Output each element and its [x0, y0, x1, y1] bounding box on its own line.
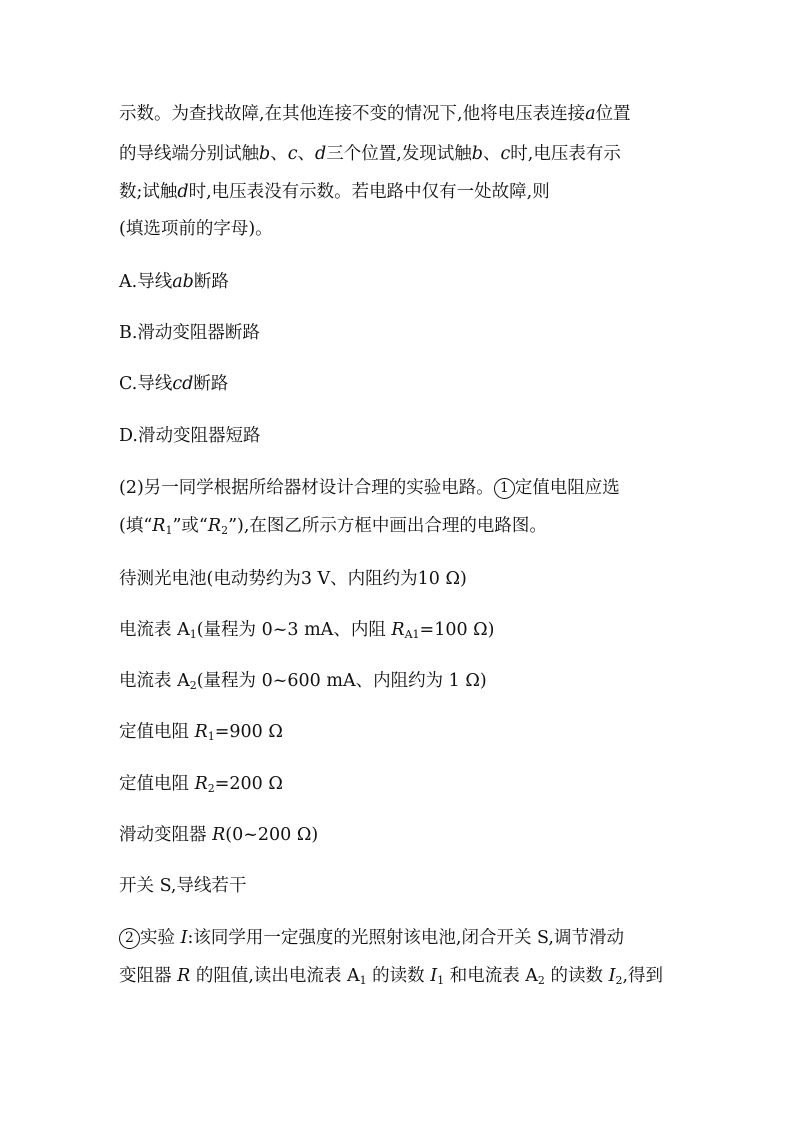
option-a: [119, 270, 229, 294]
subscript: 2: [221, 524, 229, 537]
text: 电流表 A: [119, 671, 190, 691]
subscript: 2: [615, 974, 623, 987]
subscript: 1: [165, 524, 173, 537]
variable: c: [287, 144, 298, 164]
variable: R: [391, 620, 405, 640]
subscript: A1: [404, 628, 420, 641]
option-c: [119, 372, 228, 396]
variable: R: [152, 516, 166, 536]
text: =100 Ω): [419, 620, 495, 640]
text: 滑动变阻器: [119, 825, 213, 845]
intro-line-3: [119, 180, 550, 204]
text: (2)另一同学根据所给器材设计合理的实验电路。: [119, 478, 494, 498]
text: 数;试触: [119, 182, 178, 202]
text: 的阻值,读出电流表 A: [190, 966, 360, 986]
circled-number: 1: [494, 478, 515, 499]
text: 位置: [595, 104, 631, 124]
subscript: 2: [189, 679, 197, 692]
variable: ab: [172, 272, 194, 292]
subscript: 2: [207, 782, 215, 795]
text: =200 Ω: [214, 774, 283, 794]
text: 、: [297, 144, 316, 164]
text: 的导线端分别试触: [119, 144, 259, 164]
equipment-switch: 开关 S,导线若干: [119, 876, 247, 896]
text: 定值电阻应选: [514, 478, 620, 498]
variable: cd: [172, 374, 194, 394]
text: 实验: [140, 928, 181, 948]
text: ,得到: [622, 966, 664, 986]
text: 和电流表 A: [444, 966, 538, 986]
text: (量程为 0~600 mA、内阻约为 1 Ω): [196, 671, 487, 691]
part2-line-2: [119, 514, 547, 538]
subscript: 1: [207, 730, 215, 743]
equipment-resistor-2: [119, 772, 283, 796]
text: C.导线: [119, 374, 173, 394]
text: 示数。为查找故障,在其他连接不变的情况下,他将电压表连接: [119, 104, 586, 124]
variable: d: [315, 144, 327, 164]
variable: I: [608, 966, 616, 986]
variable: R: [194, 722, 208, 742]
variable: d: [177, 182, 189, 202]
text: :该同学用一定强度的光照射该电池,闭合开关 S,调节滑动: [187, 928, 624, 948]
text: 三个位置,发现试触: [326, 144, 472, 164]
roman-numeral: I: [180, 928, 188, 948]
intro-line-2: [119, 142, 621, 166]
variable: b: [259, 144, 271, 164]
equipment-ammeter-2: [119, 669, 487, 693]
intro-line-1: [119, 102, 631, 126]
text: (填“: [119, 516, 153, 536]
part2-line-1: [119, 476, 620, 500]
text: 时,电压表没有示数。若电路中仅有一处故障,则: [188, 182, 550, 202]
text: ”),在图乙所示方框中画出合理的电路图。: [228, 516, 547, 536]
text: 变阻器: [119, 966, 178, 986]
variable: R: [194, 774, 208, 794]
subscript: 2: [537, 974, 545, 987]
text: 定值电阻: [119, 774, 195, 794]
text: 电流表 A: [119, 620, 190, 640]
text: 断路: [193, 374, 229, 394]
text: 定值电阻: [119, 722, 195, 742]
text: (0~200 Ω): [225, 825, 319, 845]
option-b: B.滑动变阻器断路: [119, 323, 260, 343]
text: 的读数: [544, 966, 609, 986]
option-d: D.滑动变阻器短路: [119, 426, 261, 446]
text: ”或“: [172, 516, 208, 536]
circled-number: 2: [119, 928, 140, 949]
equipment-cell: 待测光电池(电动势约为3 V、内阻约为10 Ω): [119, 569, 467, 589]
subscript: 1: [189, 628, 197, 641]
variable: a: [585, 104, 596, 124]
text: 、: [270, 144, 288, 164]
text: 时,电压表有示: [510, 144, 621, 164]
variable: I: [430, 966, 438, 986]
experiment-line-1: [119, 926, 624, 950]
subscript: 1: [359, 974, 367, 987]
text: A.导线: [119, 272, 173, 292]
text: 、: [482, 144, 501, 164]
variable: R: [207, 516, 222, 536]
variable: c: [500, 144, 511, 164]
variable: R: [177, 966, 191, 986]
experiment-line-2: [119, 964, 663, 988]
equipment-resistor-1: [119, 720, 283, 744]
text: =900 Ω: [214, 722, 283, 742]
variable: b: [471, 144, 483, 164]
intro-line-4: (填选项前的字母)。: [119, 219, 273, 239]
text: (量程为 0~3 mA、内阻: [196, 620, 392, 640]
variable: R: [212, 825, 226, 845]
subscript: 1: [437, 974, 445, 987]
text: 断路: [193, 272, 229, 292]
equipment-ammeter-1: [119, 618, 495, 642]
equipment-rheostat: [119, 823, 318, 847]
text: 的读数: [366, 966, 431, 986]
